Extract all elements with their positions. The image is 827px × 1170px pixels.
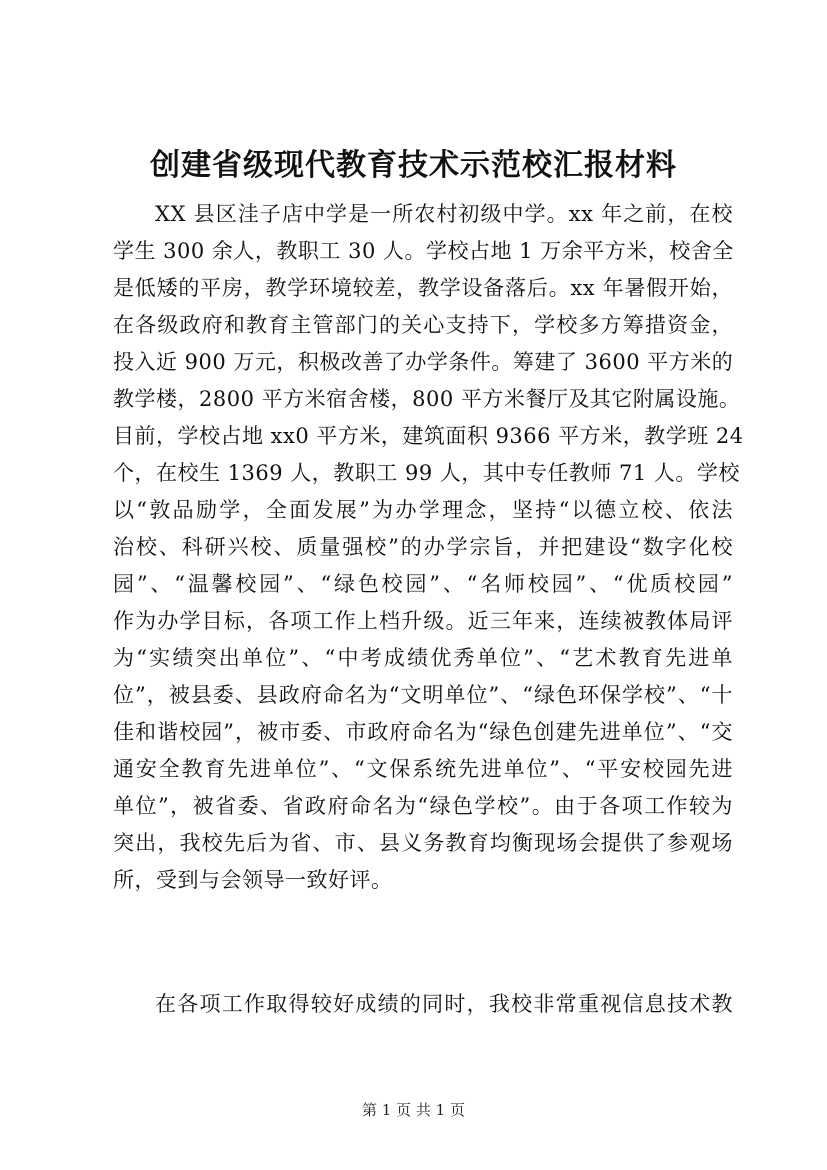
paragraph-line: 通安全教育先进单位”、“文保系统先进单位”、“平安校园先进 [113,757,733,781]
paragraph-1 [113,196,744,899]
paragraph-line: 作为办学目标，各项工作上档升级。近三年来，连续被教体局评 [113,609,733,633]
paragraph-line: 目前，学校占地 xx0 平方米，建筑面积 9366 平方米，教学班 24 [113,424,744,448]
paragraph-line: XX 县区洼子店中学是一所农村初级中学。xx 年之前，在校 [155,202,733,226]
paragraph-line: 所，受到与会领导一致好评。 [113,868,393,892]
paragraph-line: 单位”，被省委、省政府命名为“绿色学校”。由于各项工作较为 [113,794,733,818]
paragraph-line: 以“敦品励学，全面发展”为办学理念，坚持“以德立校、依法 [113,498,733,522]
paragraph-line: 为“实绩突出单位”、“中考成绩优秀单位”、“艺术教育先进单 [113,646,733,670]
paragraph-line: 在各项工作取得较好成绩的同时，我校非常重视信息技术教 [155,992,733,1016]
paragraph-line: 佳和谐校园”，被市委、市政府命名为“绿色创建先进单位”、“交 [113,720,733,744]
paragraph-line: 园”、“温馨校园”、“绿色校园”、“名师校园”、“优质校园” [113,572,733,596]
paragraph-line: 教学楼，2800 平方米宿舍楼，800 平方米餐厅及其它附属设施。 [113,387,741,411]
document-title: 创建省级现代教育技术示范校汇报材料 [150,148,677,183]
paragraph-line: 治校、科研兴校、质量强校”的办学宗旨，并把建设“数字化校 [113,535,733,559]
paragraph-2 [113,986,733,1023]
page-footer: 第 1 页 共 1 页 [362,1101,465,1119]
paragraph-line: 在各级政府和教育主管部门的关心支持下，学校多方筹措资金， [113,313,733,337]
paragraph-line: 是低矮的平房，教学环境较差，教学设备落后。xx 年暑假开始， [113,276,733,300]
paragraph-line: 投入近 900 万元，积极改善了办学条件。筹建了 3600 平方米的 [113,350,734,374]
paragraph-line: 个，在校生 1369 人，教职工 99 人，其中专任教师 71 人。学校 [113,461,740,485]
paragraph-line: 位”，被县委、县政府命名为“文明单位”、“绿色环保学校”、“十 [113,683,733,707]
paragraph-line: 学生 300 余人，教职工 30 人。学校占地 1 万余平方米，校舍全 [113,239,734,263]
paragraph-line: 突出，我校先后为省、市、县义务教育均衡现场会提供了参观场 [113,831,733,855]
